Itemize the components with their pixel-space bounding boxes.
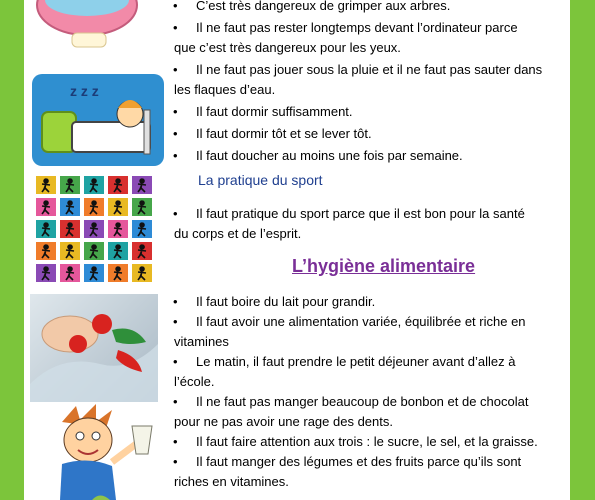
bullet-glyph: •: [173, 0, 178, 13]
washing-vegetables-photo: [30, 294, 158, 402]
sports-pictograms-grid: [36, 176, 158, 286]
hygiene-item-line: Il faut dormir tôt et se lever tôt.: [196, 126, 372, 141]
food-hygiene-heading: L’hygiène alimentaire: [292, 256, 476, 276]
hygiene-item-line: Il faut doucher au moins une fois par semaine.: [196, 148, 463, 163]
bullet-glyph: •: [173, 454, 178, 469]
bullet-glyph: •: [173, 314, 178, 329]
sleep-zzz-text: z z z: [70, 83, 99, 99]
food-item-line: Il faut faire attention aux trois : le sucre, le sel, et la graisse.: [196, 434, 538, 449]
hygiene-item-line: les flaques d’eau.: [174, 82, 276, 97]
sleeping-boy-illustration: [32, 74, 164, 166]
food-item-line: Le matin, il faut prendre le petit déjeuner avant d’allez à: [196, 354, 516, 369]
bathtub-illustration: [32, 0, 142, 50]
document-page: [24, 0, 570, 500]
bullet-glyph: •: [173, 104, 178, 119]
food-item-line: Il faut avoir une alimentation variée, équilibrée et riche en: [196, 314, 526, 329]
hygiene-item-line: que c’est très dangereux pour les yeux.: [174, 40, 401, 55]
boy-drinking-milk-illustration: [40, 404, 160, 500]
sport-item-line: Il faut pratique du sport parce que il est bon pour la santé: [196, 206, 525, 221]
bullet-glyph: •: [173, 148, 178, 163]
bullet-glyph: •: [173, 354, 178, 369]
sport-heading: La pratique du sport: [198, 172, 323, 188]
food-item-line: pour ne pas avoir une rage des dents.: [174, 414, 393, 429]
bullet-glyph: •: [173, 126, 178, 141]
sport-item-line: du corps et de l’esprit.: [174, 226, 302, 241]
hygiene-item-line: Il faut dormir suffisamment.: [196, 104, 353, 119]
hygiene-item-line: Il ne faut pas jouer sous la pluie et il ne faut pas sauter dans: [196, 62, 543, 77]
bullet-glyph: •: [173, 20, 178, 35]
hygiene-item-line: Il ne faut pas rester longtemps devant l’ordinateur parce: [196, 20, 518, 35]
leaf-decoration: [90, 491, 112, 500]
food-item-line: Il ne faut pas manger beaucoup de bonbon et de chocolat: [196, 394, 529, 409]
food-item-line: riches en vitamines.: [174, 474, 289, 489]
food-item-line: Il faut boire du lait pour grandir.: [196, 294, 376, 309]
bullet-glyph: •: [173, 62, 178, 77]
green-frame-left: [0, 0, 24, 500]
food-item-line: l’école.: [174, 374, 215, 389]
bullet-glyph: •: [173, 434, 178, 449]
bullet-glyph: •: [173, 206, 178, 221]
food-item-line: Il faut manger des légumes et des fruits parce qu’ils sont: [196, 454, 522, 469]
bullet-glyph: •: [173, 394, 178, 409]
green-frame-right: [570, 0, 595, 500]
food-item-line: vitamines: [174, 334, 229, 349]
hygiene-item-line: C’est très dangereux de grimper aux arbres.: [196, 0, 451, 13]
bullet-glyph: •: [173, 294, 178, 309]
